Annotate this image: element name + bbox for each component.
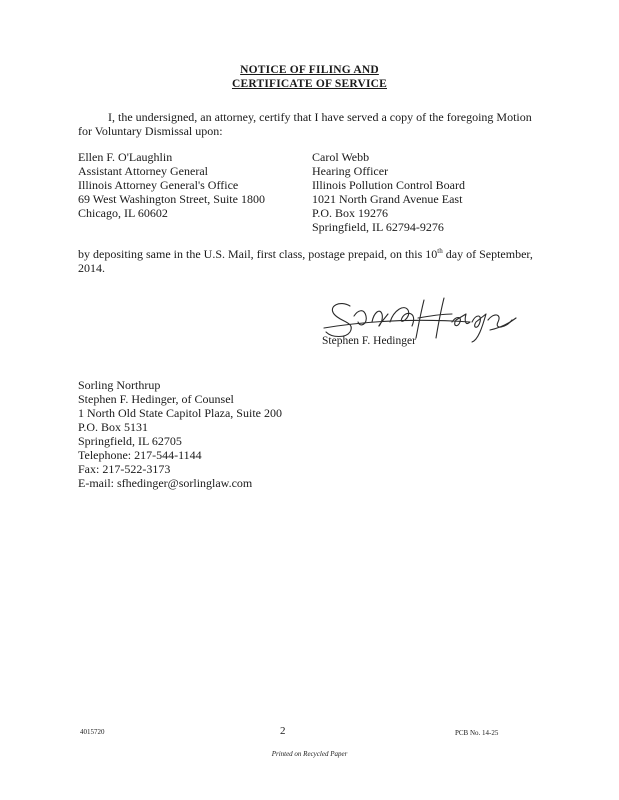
address-line: Illinois Attorney General's Office [78, 178, 239, 192]
address-line: Illinois Pollution Control Board [312, 178, 466, 192]
certification-paragraph: I, the undersigned, an attorney, certify that I have served a copy of the foregoing Motion for Voluntary Dismissal upon: [78, 110, 532, 138]
page-number: 2 [280, 725, 286, 737]
recycled-paper-note: Printed on Recycled Paper [271, 750, 348, 758]
day-ordinal-suffix: th [437, 247, 443, 255]
firm-line: Fax: 217-522-3173 [78, 462, 171, 476]
firm-line: Sorling Northrup [78, 378, 161, 392]
firm-line: E-mail: sfhedinger@sorlinglaw.com [78, 476, 253, 490]
address-line: 69 West Washington Street, Suite 1800 [78, 192, 265, 206]
recipient-block-attorney-general [78, 150, 265, 220]
certificate-title: CERTIFICATE OF SERVICE [231, 78, 388, 90]
deposit-text-start: by depositing same in the U.S. Mail, first class, postage prepaid, on this 10 [78, 247, 438, 261]
case-number: PCB No. 14-25 [455, 729, 499, 737]
firm-line: Stephen F. Hedinger, of Counsel [78, 392, 234, 406]
firm-line: P.O. Box 5131 [78, 420, 149, 434]
recipient-block-hearing-officer [312, 150, 465, 234]
firm-line: Springfield, IL 62705 [78, 434, 182, 448]
firm-line: Telephone: 217-544-1144 [78, 448, 202, 462]
address-line: 1021 North Grand Avenue East [312, 192, 463, 206]
address-line: Springfield, IL 62794-9276 [312, 220, 444, 234]
address-line: Hearing Officer [312, 164, 389, 178]
address-line: Carol Webb [312, 150, 370, 164]
firm-contact-block [78, 378, 282, 490]
address-line: Chicago, IL 60602 [78, 206, 168, 220]
signer-name: Stephen F. Hedinger [322, 335, 416, 347]
address-line: P.O. Box 19276 [312, 206, 389, 220]
deposit-paragraph [78, 247, 548, 275]
notice-title: NOTICE OF FILING AND [240, 64, 379, 76]
firm-line: 1 North Old State Capitol Plaza, Suite 200 [78, 406, 282, 420]
document-number: 4015720 [80, 728, 105, 736]
address-line: Ellen F. O'Laughlin [78, 150, 173, 164]
deposit-text-end: day of September, 2014. [78, 247, 533, 275]
address-line: Assistant Attorney General [78, 164, 208, 178]
